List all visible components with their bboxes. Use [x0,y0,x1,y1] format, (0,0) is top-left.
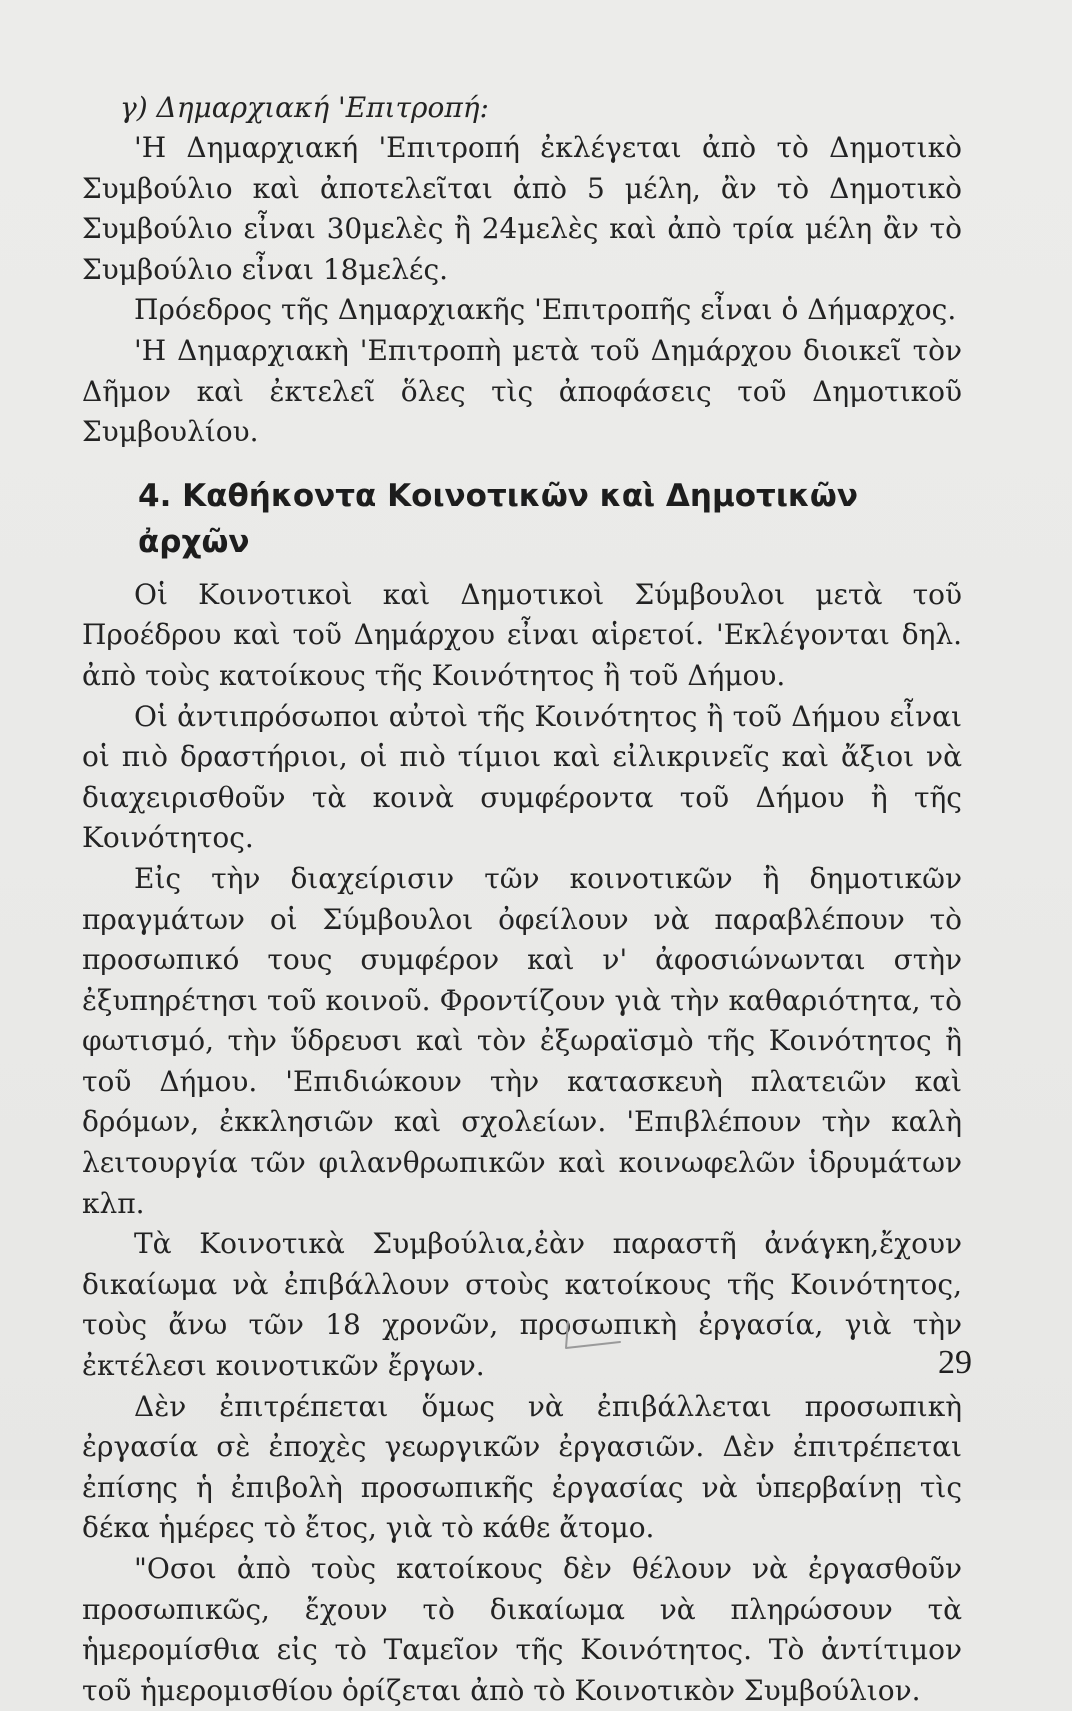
section-heading: 4. Καθήκοντα Κοινοτικῶν καὶ Δημοτικῶν ἀρχῶν [138,477,858,560]
paragraph-representatives: Οἱ ἀντιπρόσωποι αὐτοὶ τῆς Κοινότητος ἢ τοῦ Δήμου εἶναι οἱ πιὸ δραστήριοι, οἱ πιὸ τίμιοι καὶ εἰλικρινεῖς καὶ ἄξιοι νὰ διαχειρισθοῦν τὰ κοινὰ συμφέροντα τοῦ Δήμου ἢ τῆς Κοινότητος. [82,699,962,855]
page-number: 29 [938,1344,972,1381]
page-text [82,88,962,1711]
paragraph-labour-limits: Δὲν ἐπιτρέπεται ὅμως νὰ ἐπιβάλλεται προσωπικὴ ἐργασία σὲ ἐποχὲς γεωργικῶν ἐργασιῶν. Δὲν ἐπιτρέπεται ἐπίσης ἡ ἐπιβολὴ προσωπικῆς ἐργασίας νὰ ὑπερβαίνῃ τὶς δέκα ἡμέρες τὸ ἔτος, γιὰ τὸ κάθε ἄτομο. [82,1389,962,1545]
paragraph-personal-labour: Τὰ Κοινοτικὰ Συμβούλια,ἐὰν παραστῆ ἀνάγκη,ἔχουν δικαίωμα νὰ ἐπιβάλλουν στοὺς κατοίκους τῆς Κοινότητος, τοὺς ἄνω τῶν 18 χρονῶν, προσωπικὴ ἐργασία, γιὰ τὴν ἐκτέλεσι κοινοτικῶν ἔργων. [82,1227,962,1383]
paragraph-committee-president: Πρόεδρος τῆς Δημαρχιακῆς 'Επιτροπῆς εἶναι ὁ Δήμαρχος. [134,293,957,327]
paragraph-wage-payment: "Οσοι ἀπὸ τοὺς κατοίκους δὲν θέλουν νὰ ἐργασθοῦν προσωπικῶς, ἔχουν τὸ δικαίωμα νὰ πληρώσουν τὰ ἡμερομίσθια εἰς τὸ Ταμεῖον τῆς Κοινότητος. Τὸ ἀντίτιμον τοῦ ἡμερομισθίου ὁρίζεται ἀπὸ τὸ Κοινοτικὸν Συμβούλιον. [82,1552,962,1707]
paragraph-councillors-elected: Οἱ Κοινοτικοὶ καὶ Δημοτικοὶ Σύμβουλοι μετὰ τοῦ Προέδρου καὶ τοῦ Δημάρχου εἶναι αἱρετοί. 'Εκλέγονται δηλ. ἀπὸ τοὺς κατοίκους τῆς Κοινότητος ἢ τοῦ Δήμου. [82,577,962,692]
paragraph-committee-election: 'Η Δημαρχιακή 'Επιτροπή ἐκλέγεται ἀπὸ τὸ Δημοτικὸ Συμβούλιο καὶ ἀποτελεῖται ἀπὸ 5 μέλη, ἂν τὸ Δημοτικὸ Συμβούλιο εἶναι 30μελὲς ἢ 24μελὲς καὶ ἀπὸ τρία μέλη ἂν τὸ Συμβούλιο εἶναι 18μελές. [82,131,962,286]
paragraph-administration: Εἰς τὴν διαχείρισιν τῶν κοινοτικῶν ἢ δημοτικῶν πραγμάτων οἱ Σύμβουλοι ὀφείλουν νὰ παραβλέπουν τὸ προσωπικό τους συμφέρον καὶ ν' ἀφοσιώνωνται στὴν ἐξυπηρέτησι τοῦ κοινοῦ. Φροντίζουν γιὰ τὴν καθαριότητα, τὸ φωτισμό, τὴν ὕδρευσι καὶ τὸν ἐξωραϊσμὸ τῆς Κοινότητος ἢ τοῦ Δήμου. 'Επιδιώκουν τὴν κατασκευὴ πλατειῶν καὶ δρόμων, ἐκκλησιῶν καὶ σχολείων. 'Επιβλέπουν τὴν καλὴ λειτουργία τῶν φιλανθρωπικῶν καὶ κοινωφελῶν ἱδρυμάτων κλπ. [82,861,962,1220]
subsection-heading: γ) Δημαρχιακή 'Επιτροπή: [120,91,489,124]
paragraph-committee-duties: 'Η Δημαρχιακὴ 'Επιτροπὴ μετὰ τοῦ Δημάρχου διοικεῖ τὸν Δῆμον καὶ ἐκτελεῖ ὅλες τὶς ἀποφάσεις τοῦ Δημοτικοῦ Συμβουλίου. [82,333,962,449]
pencil-mark-icon [556,1318,626,1354]
